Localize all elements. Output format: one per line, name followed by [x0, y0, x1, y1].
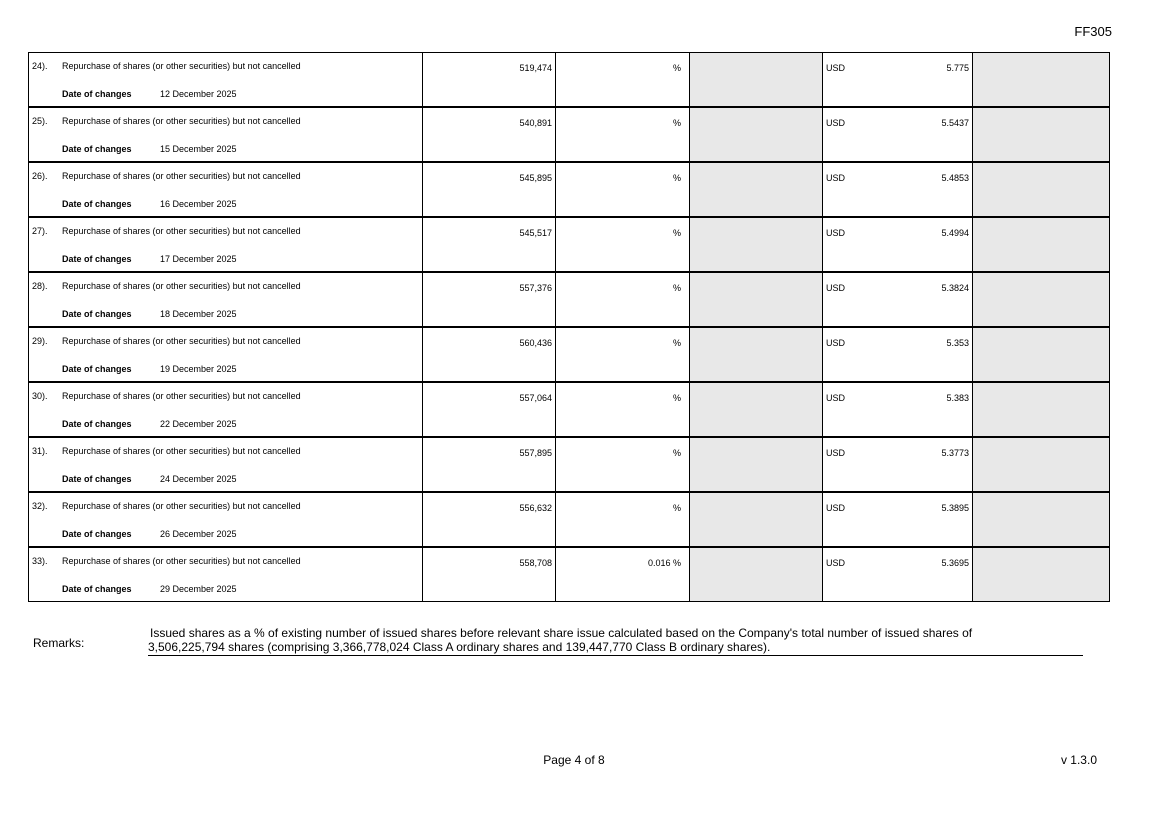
date-label: Date of changes: [62, 309, 132, 319]
table-row: [29, 492, 1110, 547]
shaded-cell: [973, 327, 1110, 382]
row-date-line: [62, 199, 237, 209]
shares-cell: [423, 272, 556, 327]
price-cell: [823, 53, 973, 108]
row-description-cell: [29, 53, 423, 108]
row-description: Repurchase of shares (or other securities) but not cancelled: [62, 281, 301, 291]
date-value: 12 December 2025: [160, 89, 237, 99]
table-row: [29, 437, 1110, 492]
shaded-cell: [973, 382, 1110, 437]
percent-value: %: [672, 338, 681, 348]
percent-value: 0.016 %: [647, 558, 681, 568]
percent-cell: [556, 382, 690, 437]
row-date-line: [62, 144, 237, 154]
percent-value: %: [672, 118, 681, 128]
price-value: 5.383: [946, 393, 969, 403]
currency-label: USD: [826, 283, 846, 293]
row-description: Repurchase of shares (or other securities) but not cancelled: [62, 391, 301, 401]
remarks-text: [148, 626, 1083, 656]
percent-cell: [556, 162, 690, 217]
shaded-cell: [973, 107, 1110, 162]
shares-value: 540,891: [519, 118, 552, 128]
row-date-line: [62, 529, 237, 539]
row-description-cell: [29, 492, 423, 547]
row-description: Repurchase of shares (or other securities) but not cancelled: [62, 171, 301, 181]
row-description-cell: [29, 437, 423, 492]
date-label: Date of changes: [62, 199, 132, 209]
date-label: Date of changes: [62, 529, 132, 539]
currency-label: USD: [826, 118, 846, 128]
price-value: 5.4994: [941, 228, 969, 238]
shaded-cell: [973, 53, 1110, 108]
shares-cell: [423, 217, 556, 272]
currency-label: USD: [826, 393, 846, 403]
table-row: [29, 162, 1110, 217]
row-description: Repurchase of shares (or other securities) but not cancelled: [62, 501, 301, 511]
shares-value: 556,632: [519, 503, 552, 513]
price-value: 5.3824: [941, 283, 969, 293]
shaded-cell: [690, 492, 823, 547]
date-value: 17 December 2025: [160, 254, 237, 264]
shares-cell: [423, 327, 556, 382]
shaded-cell: [690, 437, 823, 492]
currency-label: USD: [826, 228, 846, 238]
currency-label: USD: [826, 448, 846, 458]
price-value: 5.3895: [941, 503, 969, 513]
price-value: 5.3773: [941, 448, 969, 458]
remarks-label: Remarks:: [33, 636, 85, 650]
price-cell: [823, 162, 973, 217]
shaded-cell: [690, 272, 823, 327]
shaded-cell: [973, 272, 1110, 327]
price-cell: [823, 107, 973, 162]
shares-cell: [423, 492, 556, 547]
date-value: 16 December 2025: [160, 199, 237, 209]
remarks-line-1: Issued shares as a % of existing number of issued shares before relevant share issue calculated based on the Company's total number of issued shares of: [150, 626, 973, 640]
date-label: Date of changes: [62, 254, 132, 264]
shares-cell: [423, 547, 556, 602]
row-index: 29).: [32, 336, 48, 346]
table-row: [29, 217, 1110, 272]
date-value: 22 December 2025: [160, 419, 237, 429]
table-row: [29, 53, 1110, 108]
shaded-cell: [690, 382, 823, 437]
price-cell: [823, 272, 973, 327]
date-value: 26 December 2025: [160, 529, 237, 539]
price-value: 5.5437: [941, 118, 969, 128]
price-cell: [823, 492, 973, 547]
row-index: 30).: [32, 391, 48, 401]
percent-value: %: [672, 448, 681, 458]
percent-cell: [556, 437, 690, 492]
row-index: 28).: [32, 281, 48, 291]
currency-label: USD: [826, 503, 846, 513]
shares-value: 560,436: [519, 338, 552, 348]
row-description: Repurchase of shares (or other securities) but not cancelled: [62, 556, 301, 566]
date-label: Date of changes: [62, 584, 132, 594]
date-label: Date of changes: [62, 89, 132, 99]
form-code: FF305: [1074, 24, 1112, 39]
shaded-cell: [690, 107, 823, 162]
row-description-cell: [29, 217, 423, 272]
percent-cell: [556, 327, 690, 382]
percent-value: %: [672, 503, 681, 513]
currency-label: USD: [826, 338, 846, 348]
shares-value: 557,064: [519, 393, 552, 403]
shaded-cell: [973, 217, 1110, 272]
price-value: 5.4853: [941, 173, 969, 183]
table-row: [29, 272, 1110, 327]
table-row: [29, 382, 1110, 437]
percent-value: %: [672, 63, 681, 73]
percent-cell: [556, 547, 690, 602]
row-date-line: [62, 89, 237, 99]
repurchase-rows: [29, 53, 1110, 602]
row-description: Repurchase of shares (or other securities) but not cancelled: [62, 336, 301, 346]
shares-cell: [423, 53, 556, 108]
row-index: 33).: [32, 556, 48, 566]
shares-value: 557,376: [519, 283, 552, 293]
row-date-line: [62, 254, 237, 264]
shaded-cell: [973, 437, 1110, 492]
currency-label: USD: [826, 63, 846, 73]
percent-cell: [556, 217, 690, 272]
shaded-cell: [690, 327, 823, 382]
date-value: 29 December 2025: [160, 584, 237, 594]
date-label: Date of changes: [62, 419, 132, 429]
shares-value: 557,895: [519, 448, 552, 458]
row-description-cell: [29, 547, 423, 602]
shaded-cell: [690, 547, 823, 602]
shares-value: 545,895: [519, 173, 552, 183]
table-row: [29, 547, 1110, 602]
date-label: Date of changes: [62, 364, 132, 374]
row-date-line: [62, 584, 237, 594]
shaded-cell: [973, 492, 1110, 547]
price-value: 5.353: [946, 338, 969, 348]
row-description-cell: [29, 382, 423, 437]
row-description-cell: [29, 272, 423, 327]
row-description: Repurchase of shares (or other securities) but not cancelled: [62, 116, 301, 126]
shaded-cell: [690, 53, 823, 108]
row-description: Repurchase of shares (or other securities) but not cancelled: [62, 446, 301, 456]
row-index: 31).: [32, 446, 48, 456]
row-index: 32).: [32, 501, 48, 511]
price-cell: [823, 217, 973, 272]
repurchase-table: [28, 52, 1110, 602]
percent-value: %: [672, 393, 681, 403]
row-date-line: [62, 364, 237, 374]
row-description-cell: [29, 327, 423, 382]
table-row: [29, 107, 1110, 162]
shaded-cell: [690, 217, 823, 272]
row-index: 27).: [32, 226, 48, 236]
price-cell: [823, 327, 973, 382]
shares-cell: [423, 107, 556, 162]
date-value: 24 December 2025: [160, 474, 237, 484]
percent-value: %: [672, 173, 681, 183]
shares-value: 558,708: [519, 558, 552, 568]
price-value: 5.3695: [941, 558, 969, 568]
shares-cell: [423, 162, 556, 217]
shares-cell: [423, 382, 556, 437]
percent-cell: [556, 53, 690, 108]
row-date-line: [62, 309, 237, 319]
remarks-line-2: 3,506,225,794 shares (comprising 3,366,778,024 Class A ordinary shares and 139,447,770 Class B ordinary shares).: [148, 640, 771, 654]
shaded-cell: [973, 162, 1110, 217]
price-value: 5.775: [946, 63, 969, 73]
percent-value: %: [672, 228, 681, 238]
percent-cell: [556, 107, 690, 162]
price-cell: [823, 437, 973, 492]
shaded-cell: [690, 162, 823, 217]
date-label: Date of changes: [62, 144, 132, 154]
row-description: Repurchase of shares (or other securities) but not cancelled: [62, 61, 301, 71]
date-value: 19 December 2025: [160, 364, 237, 374]
table-row: [29, 327, 1110, 382]
row-description: Repurchase of shares (or other securities) but not cancelled: [62, 226, 301, 236]
price-cell: [823, 547, 973, 602]
percent-cell: [556, 492, 690, 547]
shares-cell: [423, 437, 556, 492]
row-index: 26).: [32, 171, 48, 181]
row-description-cell: [29, 107, 423, 162]
row-date-line: [62, 474, 237, 484]
row-index: 25).: [32, 116, 48, 126]
currency-label: USD: [826, 558, 846, 568]
percent-value: %: [672, 283, 681, 293]
shaded-cell: [973, 547, 1110, 602]
row-index: 24).: [32, 61, 48, 71]
price-cell: [823, 382, 973, 437]
date-label: Date of changes: [62, 474, 132, 484]
date-value: 18 December 2025: [160, 309, 237, 319]
shares-value: 545,517: [519, 228, 552, 238]
percent-cell: [556, 272, 690, 327]
shares-value: 519,474: [519, 63, 552, 73]
page-number: Page 4 of 8: [543, 753, 605, 767]
row-description-cell: [29, 162, 423, 217]
version-label: v 1.3.0: [1060, 753, 1097, 767]
date-value: 15 December 2025: [160, 144, 237, 154]
currency-label: USD: [826, 173, 846, 183]
row-date-line: [62, 419, 237, 429]
